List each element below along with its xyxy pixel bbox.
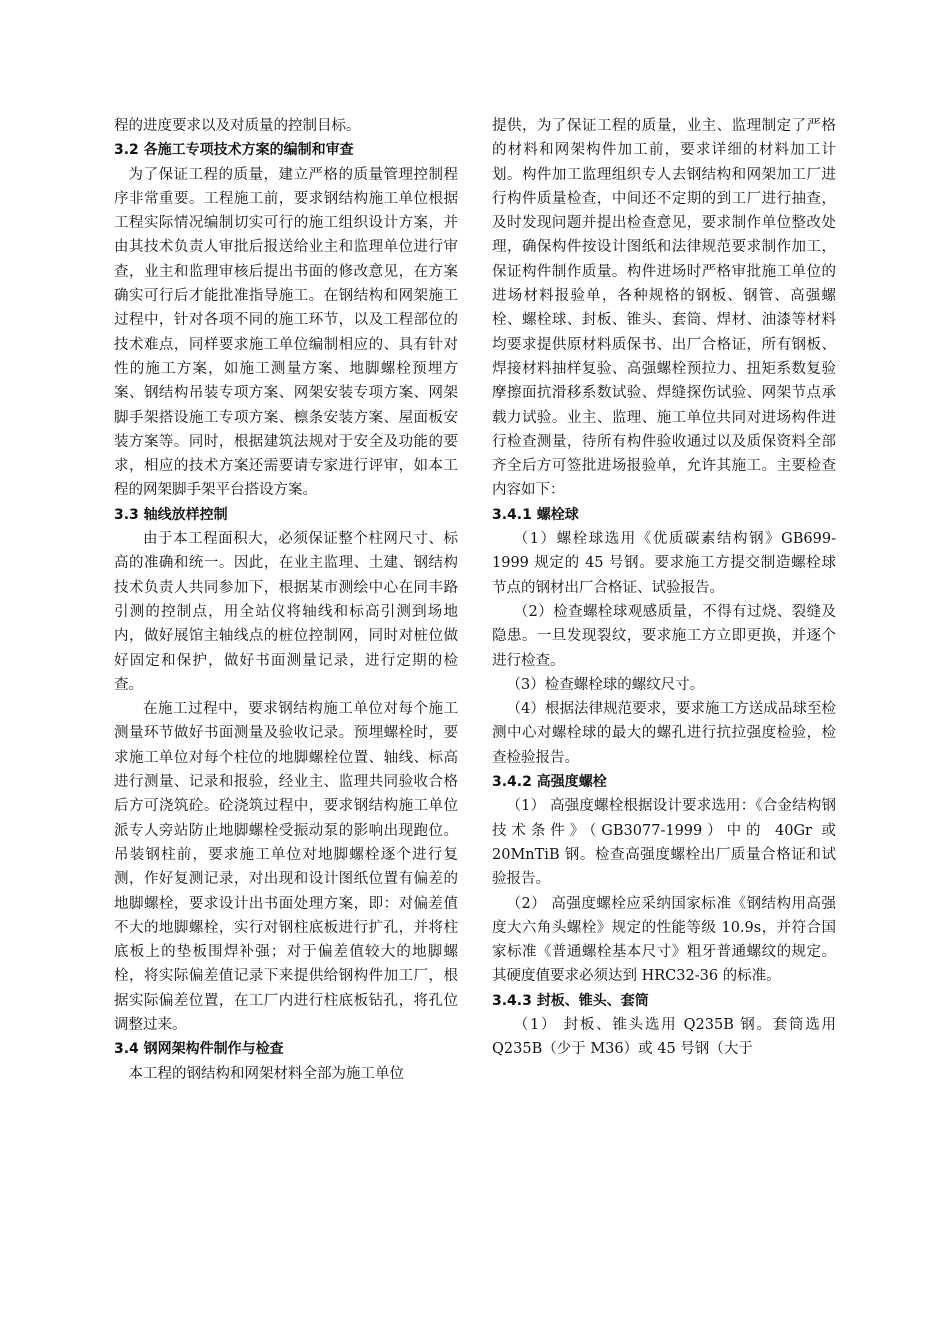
right-paragraph: （4）根据法律规范要求，要求施工方送成品球至检测中心对螺栓球的最大的螺孔进行抗拉强度检验，检查检验报告。 [492, 701, 836, 766]
right-paragraph: 提供，为了保证工程的质量，业主、监理制定了严格的材料和网架构件加工前，要求详细的材料加工计划。构件加工监理组织专人去钢结构和网架加工厂进行构件质量检查，中间还不定期的到工厂进行抽查，及时发现问题并提出检查意见，要求制作单位整改处理，确保构件按设计图纸和法律规范要求制作加工，保证构件制作质量。构件进场时严格审批施工单位的进场材料报验单，各种规格的钢板、钢管、高强螺栓、螺栓球、封板、锥头、套筒、焊材、油漆等材料均要求提供原材料质保书、出厂合格证，所有钢板、焊接材料抽样复验、高强螺栓预拉力、扭矩系数复验摩擦面抗滑移系数试验、焊缝探伤试验、网架节点承载力试验。业主、监理、施工单位共同对进场构件进行检查测量，待所有构件验收通过以及质保资料全部齐全后方可签批进场报验单，允许其施工。主要检查内容如下： [492, 118, 836, 499]
left-paragraph: 由于本工程面积大，必须保证整个柱网尺寸、标高的准确和统一。因此，在业主监理、土建、钢结构技术负责人共同参加下，根据某市测绘中心在同丰路引测的控制点，用全站仪将轴线和标高引测到场地内，做好展馆主轴线点的桩位控制网，同时对桩位做好固定和保护，做好书面测量记录，进行定期的检查。 [114, 531, 458, 693]
right-section-heading: 3.4.3 封板、锥头、套筒 [492, 992, 649, 1009]
left-paragraph: 本工程的钢结构和网架材料全部为施工单位 [128, 1065, 404, 1082]
right-paragraph: （3）检查螺栓球的螺纹尺寸。 [506, 676, 705, 693]
left-section-heading: 3.2 各施工专项技术方案的编制和审查 [114, 142, 354, 159]
right-paragraph: （1） 高强度螺栓根据设计要求选用：《合金结构钢技术条件》（GB3077-1999）中的 40Gr 或 20MnTiB 钢。检查高强度螺栓出厂质量合格证和试验报告。 [492, 798, 836, 888]
left-paragraph: 在施工过程中，要求钢结构施工单位对每个施工测量环节做好书面测量及验收记录。预埋螺栓时，要求施工单位对每个柱位的地脚螺栓位置、轴线、标高进行测量、记录和报验，经业主、监理共同验收合格后方可浇筑砼。砼浇筑过程中，要求钢结构施工单位派专人旁站防止地脚螺栓受振动泵的影响出现跑位。吊装钢柱前，要求施工单位对地脚螺栓逐个进行复测，作好复测记录，对出现和设计图纸位置有偏差的地脚螺栓，要求设计出书面处理方案，即：对偏差值不大的地脚螺栓，实行对钢柱底板进行扩孔，并将柱底板上的垫板围焊补强；对于偏差值较大的地脚螺栓，将实际偏差值记录下来提供给钢构件加工厂，根据实际偏差位置，在工厂内进行柱底板钻孔，将孔位调整过来。 [114, 701, 458, 1033]
right-section-heading: 3.4.1 螺栓球 [492, 506, 579, 523]
left-column [114, 114, 458, 1086]
right-paragraph: （2） 高强度螺栓应采纳国家标准《钢结构用高强度大六角头螺栓》规定的性能等级 10.9s，并符合国家标准《普通螺栓基本尺寸》粗牙普通螺纹的规定。其硬度值要求必须达到 HRC32-36 的标准。 [492, 895, 836, 985]
right-column [492, 114, 836, 1062]
left-paragraph: 程的进度要求以及对质量的控制目标。 [114, 118, 361, 134]
left-section-heading: 3.3 轴线放样控制 [114, 506, 228, 523]
right-paragraph: （1）螺栓球选用《优质碳素结构钢》GB699-1999 规定的 45 号钢。要求施工方提交制造螺栓球节点的钢材出厂合格证、试验报告。 [492, 531, 836, 596]
left-paragraph: 为了保证工程的质量，建立严格的质量管理控制程序非常重要。工程施工前，要求钢结构施工单位根据工程实际情况编制切实可行的施工组织设计方案，并由其技术负责人审批后报送给业主和监理单位进行审查，业主和监理审核后提出书面的修改意见，在方案确实可行后才能批准指导施工。在钢结构和网架施工过程中，针对各项不同的施工环节，以及工程部位的技术难点，同样要求施工单位编制相应的、具有针对性的施工方案，如施工测量方案、地脚螺栓预埋方案、钢结构吊装专项方案、网架安装专项方案、网架脚手架搭设施工专项方案、檩条安装方案、屋面板安装方案等。同时，根据建筑法规对于安全及功能的要求，相应的技术方案还需要请专家进行评审，如本工程的网架脚手架平台搭设方案。 [114, 166, 458, 499]
right-paragraph: （2）检查螺栓球观感质量，不得有过烧、裂缝及隐患。一旦发现裂纹，要求施工方立即更换，并逐个进行检查。 [492, 603, 836, 669]
right-paragraph: （1） 封板、锥头选用 Q235B 钢。套筒选用 Q235B（少于 M36）或 45 号钢（大于 [492, 1016, 836, 1058]
left-section-heading: 3.4 钢网架构件制作与检查 [114, 1041, 284, 1058]
right-section-heading: 3.4.2 高强度螺栓 [492, 774, 607, 791]
